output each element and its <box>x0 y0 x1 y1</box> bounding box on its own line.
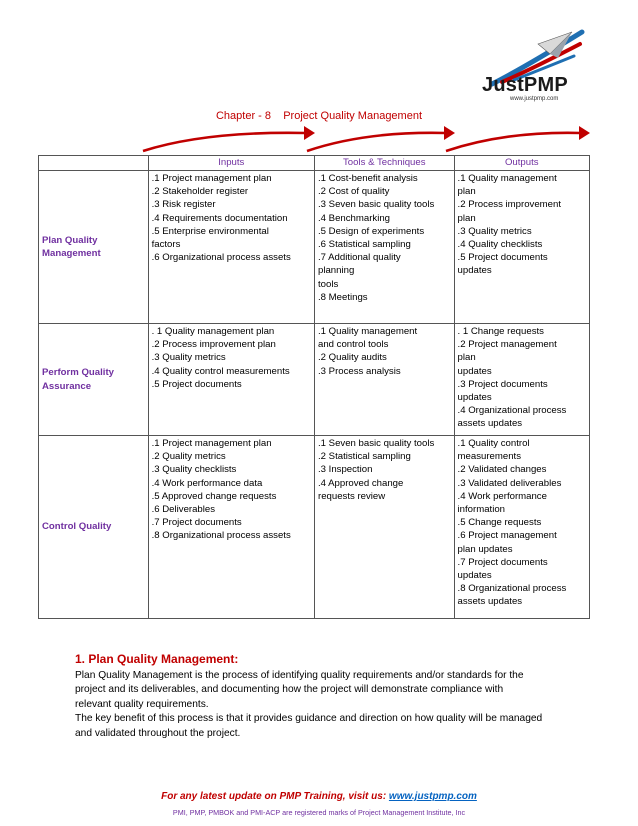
tool-item: requests review <box>318 490 386 502</box>
tools-cell <box>315 171 455 324</box>
output-item: .2 Validated changes <box>457 464 547 476</box>
tool-item: .6 Statistical sampling <box>318 239 411 251</box>
footer-trademark: PMI, PMP, PMBOK and PMI-ACP are registered marks of Project Management Institute, Inc <box>172 808 466 817</box>
output-item: .1 Quality management <box>457 173 557 184</box>
output-item: .1 Quality control <box>457 438 530 449</box>
output-item: plan updates <box>457 543 513 555</box>
input-item: .3 Quality checklists <box>151 464 237 476</box>
column-arrows-icon <box>36 121 592 157</box>
output-item: .2 Process improvement <box>457 199 561 211</box>
process-table <box>38 155 590 619</box>
paragraph-line: The key benefit of this process is that it provides guidance and direction on how quality will be managed <box>75 713 543 725</box>
output-item: updates <box>457 365 492 377</box>
section-heading: 1. Plan Quality Management: <box>75 652 239 666</box>
output-item: .5 Change requests <box>457 517 542 529</box>
output-item: .3 Quality metrics <box>457 225 532 237</box>
logo-brand: JustPMP <box>482 74 568 96</box>
input-item: .3 Quality metrics <box>151 352 226 364</box>
process-name: Perform Quality Assurance <box>39 324 149 436</box>
output-item: plan <box>457 186 476 198</box>
output-item: information <box>457 504 506 516</box>
output-item: assets updates <box>457 596 523 608</box>
outputs-cell <box>454 171 589 324</box>
tool-item: .3 Process analysis <box>318 365 401 377</box>
section-paragraph <box>75 669 575 741</box>
header-inputs: Inputs <box>148 156 314 171</box>
footer-promo-text: For any latest update on PMP Training, visit us: <box>161 791 389 802</box>
input-item: .7 Project documents <box>151 517 242 529</box>
table-row <box>39 324 590 436</box>
process-name: Control Quality <box>39 436 149 619</box>
output-item: .3 Validated deliverables <box>457 477 562 489</box>
output-item: assets updates <box>457 418 523 430</box>
tool-item: .7 Additional quality <box>318 252 401 264</box>
tool-item: planning <box>318 265 355 277</box>
tool-item: .2 Cost of quality <box>318 186 390 198</box>
tools-cell <box>315 324 455 436</box>
chapter-title: Chapter - 8 Project Quality Management <box>215 110 423 122</box>
tool-item: tools <box>318 278 339 290</box>
tool-item: .2 Statistical sampling <box>318 451 411 463</box>
output-item: .5 Project documents <box>457 252 548 264</box>
output-item: .7 Project documents <box>457 556 548 568</box>
tool-item: and control tools <box>318 339 389 351</box>
tool-item: .4 Benchmarking <box>318 212 390 224</box>
input-item: factors <box>151 239 181 251</box>
tools-cell <box>315 436 455 619</box>
input-item: .2 Quality metrics <box>151 451 226 463</box>
tool-item: .5 Design of experiments <box>318 225 425 237</box>
header-tools: Tools & Techniques <box>315 156 455 171</box>
input-item: .3 Risk register <box>151 199 216 211</box>
output-item: .8 Organizational process <box>457 583 567 595</box>
outputs-cell <box>454 324 589 436</box>
output-item: .3 Project documents <box>457 378 548 390</box>
input-item: .4 Quality control measurements <box>151 365 290 377</box>
input-item: .1 Project management plan <box>151 173 272 184</box>
paragraph-line: and validated throughout the project. <box>75 727 241 739</box>
output-item: .4 Work performance <box>457 490 547 502</box>
footer-link[interactable]: www.justpmp.com <box>388 791 477 802</box>
input-item: .5 Approved change requests <box>151 490 277 502</box>
tool-item: .3 Inspection <box>318 464 373 476</box>
output-item: .6 Project management <box>457 530 557 542</box>
tool-item: .4 Approved change <box>318 477 404 489</box>
input-item: .4 Requirements documentation <box>151 212 288 224</box>
paragraph-line: Plan Quality Management is the process of identifying quality requirements and/or standards for the <box>75 670 524 681</box>
input-item: .5 Project documents <box>151 378 242 390</box>
table-header-row <box>39 156 590 171</box>
output-item: .4 Organizational process <box>457 405 567 417</box>
logo-url: www.justpmp.com <box>510 96 559 102</box>
inputs-cell <box>148 436 314 619</box>
output-item: .4 Quality checklists <box>457 239 543 251</box>
output-item: updates <box>457 265 492 277</box>
input-item: .8 Organizational process assets <box>151 530 291 542</box>
tool-item: .1 Cost-benefit analysis <box>318 173 418 184</box>
input-item: .6 Deliverables <box>151 504 216 516</box>
tool-item: .3 Seven basic quality tools <box>318 199 435 211</box>
header-process <box>39 156 149 171</box>
input-item: .4 Work performance data <box>151 477 263 489</box>
output-item: . 1 Change requests <box>457 326 544 337</box>
paragraph-line: relevant quality requirements. <box>75 698 209 710</box>
tool-item: .1 Quality management <box>318 326 418 337</box>
table-row <box>39 436 590 619</box>
output-item: updates <box>457 392 492 404</box>
output-item: plan <box>457 352 476 364</box>
input-item: .5 Enterprise environmental <box>151 225 269 237</box>
input-item: . 1 Quality management plan <box>151 326 275 337</box>
process-name: Plan Quality Management <box>39 171 149 324</box>
tool-item: .8 Meetings <box>318 291 368 303</box>
inputs-cell <box>148 171 314 324</box>
output-item: updates <box>457 570 492 582</box>
output-item: .2 Project management <box>457 339 557 351</box>
tool-item: .2 Quality audits <box>318 352 387 364</box>
input-item: .1 Project management plan <box>151 438 272 449</box>
outputs-cell <box>454 436 589 619</box>
table-row <box>39 171 590 324</box>
header-outputs: Outputs <box>454 156 589 171</box>
footer-promo <box>0 791 638 802</box>
output-item: measurements <box>457 451 521 463</box>
input-item: .2 Stakeholder register <box>151 186 249 198</box>
inputs-cell <box>148 324 314 436</box>
input-item: .2 Process improvement plan <box>151 339 276 351</box>
tool-item: .1 Seven basic quality tools <box>318 438 435 449</box>
paragraph-line: project and its deliverables, and documenting how the project will demonstrate compliance with <box>75 684 504 696</box>
input-item: .6 Organizational process assets <box>151 252 291 264</box>
output-item: plan <box>457 212 476 224</box>
